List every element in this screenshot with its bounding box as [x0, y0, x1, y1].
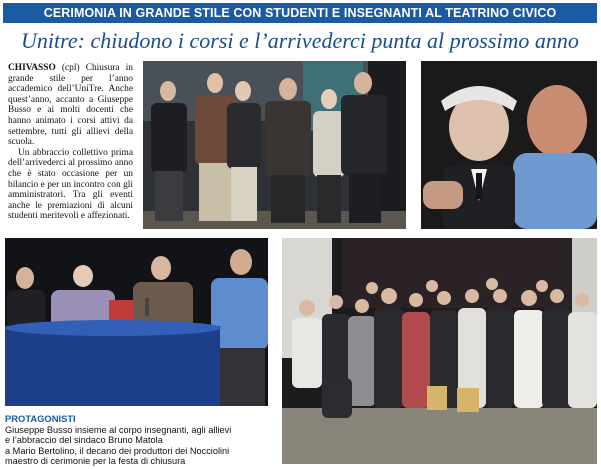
caption-line-2: e l’abbraccio del sindaco Bruno Matola [5, 435, 163, 446]
article-city: CHIVASSO [8, 63, 56, 73]
section-banner: CERIMONIA IN GRANDE STILE CON STUDENTI E INSEGNANTI AL TEATRINO CIVICO [3, 3, 597, 23]
caption-line-4: maestro di cerimonie per la festa di chiusura [5, 456, 186, 467]
photo-embrace [421, 61, 597, 229]
article-byline: (cpl) [61, 63, 80, 73]
photo-teachers-group [143, 61, 406, 229]
photo-panel-table [5, 238, 268, 406]
article-paragraph-1-text: Chiusura in grande stile per l’anno accademico dell’UniTre. Anche quest’anno, accanto a Giuseppe Busso e ai molti docenti che hanno animato i corsi attivi da settembre, tutti gli allievi della scuola. [8, 63, 133, 148]
caption-line-1: Giuseppe Busso insieme al corpo insegnanti, agli allievi [5, 424, 232, 435]
caption-title: PROTAGONISTI [5, 413, 76, 424]
caption-line-3: a Mario Bertolino, il decano dei produttori dei Nocciolini [5, 445, 230, 456]
article-body [8, 63, 133, 222]
photo-caption [5, 414, 275, 467]
article-paragraph-2: Un abbraccio collettivo prima dell’arrivederci al prossimo anno che è stato occasione per un bilancio e per un incontro con gli amministratori. Tra gli eventi anche le premiazioni di alcuni studenti meritevoli e affezionati. [8, 147, 133, 222]
article-headline: Unitre: chiudono i corsi e l’arrivederci punta al prossimo anno [21, 28, 579, 53]
photo-students-group [282, 238, 597, 464]
article-paragraph-1 [8, 63, 133, 148]
